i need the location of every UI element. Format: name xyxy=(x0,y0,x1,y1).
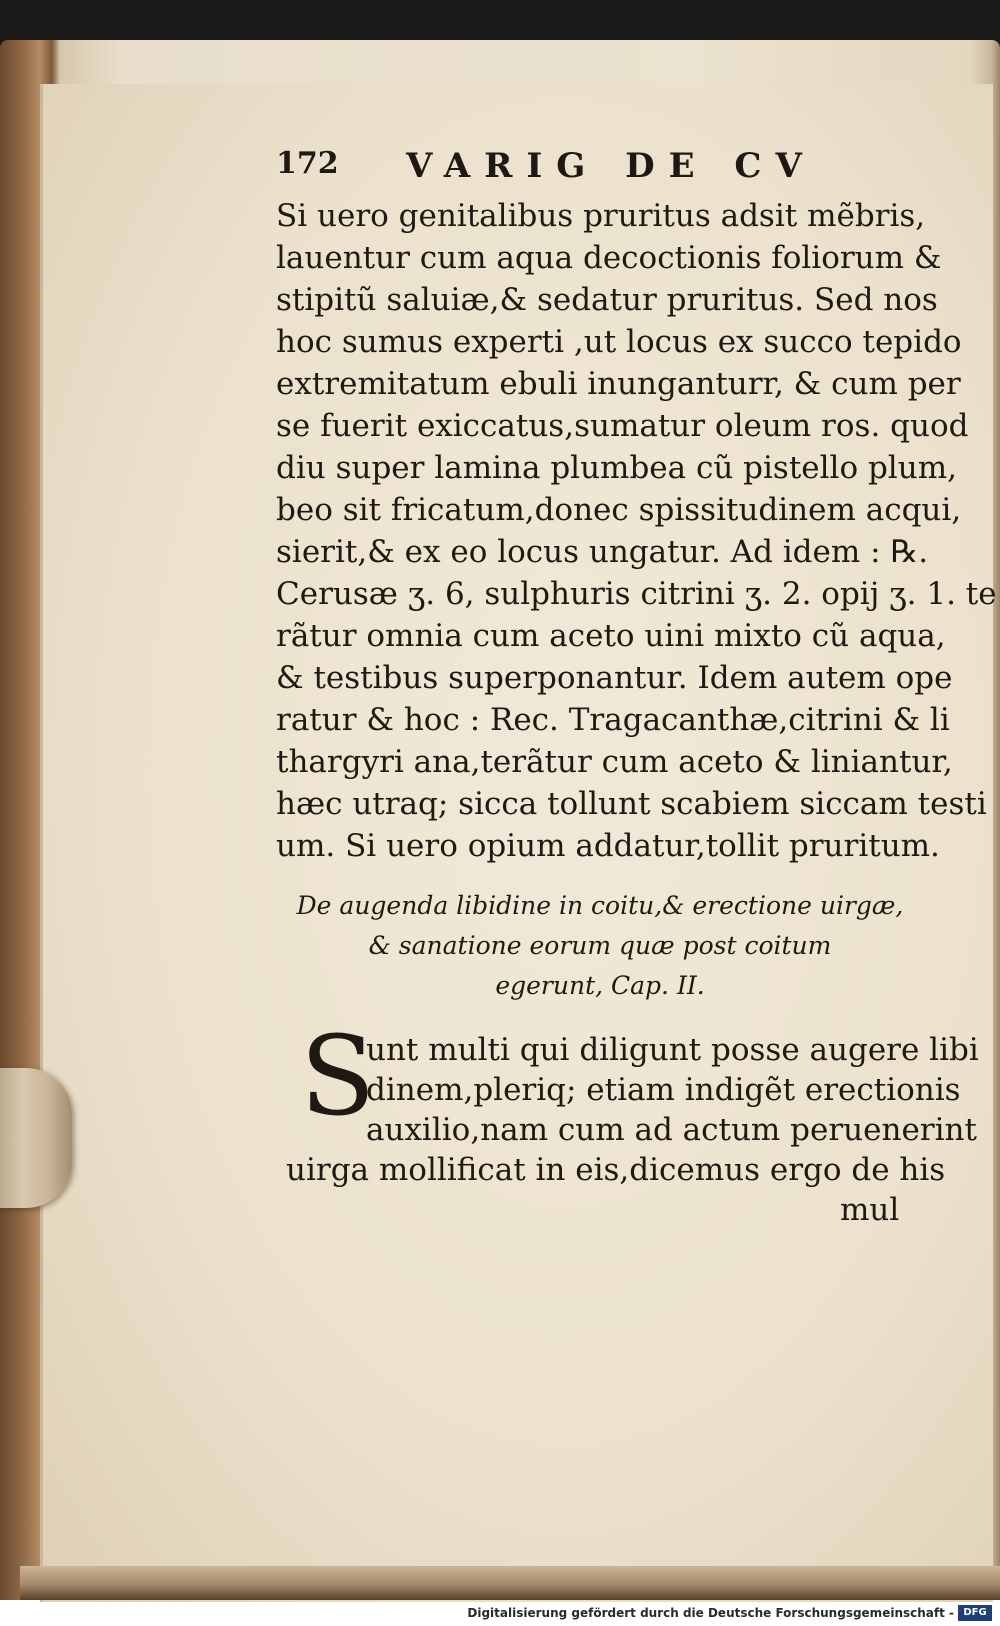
body-line: stipitũ saluiæ,& sedatur pruritus. Sed nos xyxy=(276,282,938,318)
body-line: Cerusæ ʒ. 6, sulphuris citrini ʒ. 2. opij ʒ. 1. te xyxy=(276,576,997,612)
chapter-text-line: uirga mollificat in eis,dicemus ergo de his xyxy=(286,1152,946,1188)
body-line: Si uero genitalibus pruritus adsit mẽbris, xyxy=(276,198,926,234)
body-line: se fuerit exiccatus,sumatur oleum ros. quod xyxy=(276,408,969,444)
body-line: rãtur omnia cum aceto uini mixto cũ aqua, xyxy=(276,618,946,654)
page-clip xyxy=(0,1068,72,1208)
digitization-footer xyxy=(0,1602,1000,1626)
dfg-logo: DFG xyxy=(958,1605,992,1621)
catchword: mul xyxy=(840,1192,900,1228)
body-line: ratur & hoc : Rec. Tragacanthæ,citrini & li xyxy=(276,702,950,738)
page-bottom-edge xyxy=(20,1566,1000,1600)
body-line: thargyri ana,terãtur cum aceto & liniantur, xyxy=(276,744,953,780)
drop-capital: S xyxy=(300,1012,376,1140)
body-line: sierit,& ex eo locus ungatur. Ad idem : ℞. xyxy=(276,534,929,570)
body-line: lauentur cum aqua decoctionis foliorum & xyxy=(276,240,942,276)
chapter-text-line: unt multi qui diligunt posse augere libi xyxy=(366,1032,979,1068)
chapter-heading-line: egerunt, Cap. II. xyxy=(495,971,705,1000)
body-line: um. Si uero opium addatur,tollit pruritum. xyxy=(276,828,940,864)
chapter-text-line: dinem,pleriq; etiam indigẽt erectionis xyxy=(366,1072,961,1108)
body-line: diu super lamina plumbea cũ pistello plum, xyxy=(276,450,957,486)
body-line: hæc utraq; sicca tollunt scabiem siccam testi xyxy=(276,786,987,822)
funding-credit: Digitalisierung gefördert durch die Deutsche Forschungsgemeinschaft - xyxy=(467,1606,954,1620)
chapter-heading-line: & sanatione eorum quæ post coitum xyxy=(368,931,832,960)
page-header xyxy=(276,146,896,196)
body-line: hoc sumus experti ,ut locus ex succo tepido xyxy=(276,324,962,360)
body-line: extremitatum ebuli inunganturr, & cum per xyxy=(276,366,961,402)
running-title: VARIG DE CV xyxy=(406,146,816,186)
folio-number: 172 xyxy=(276,146,339,181)
body-line: & testibus superponantur. Idem autem ope xyxy=(276,660,953,696)
body-line: beo sit fricatum,donec spissitudinem acqui, xyxy=(276,492,962,528)
chapter-text-line: auxilio,nam cum ad actum peruenerint xyxy=(366,1112,977,1148)
chapter-heading-line: De augenda libidine in coitu,& erectione uirgæ, xyxy=(296,891,904,920)
